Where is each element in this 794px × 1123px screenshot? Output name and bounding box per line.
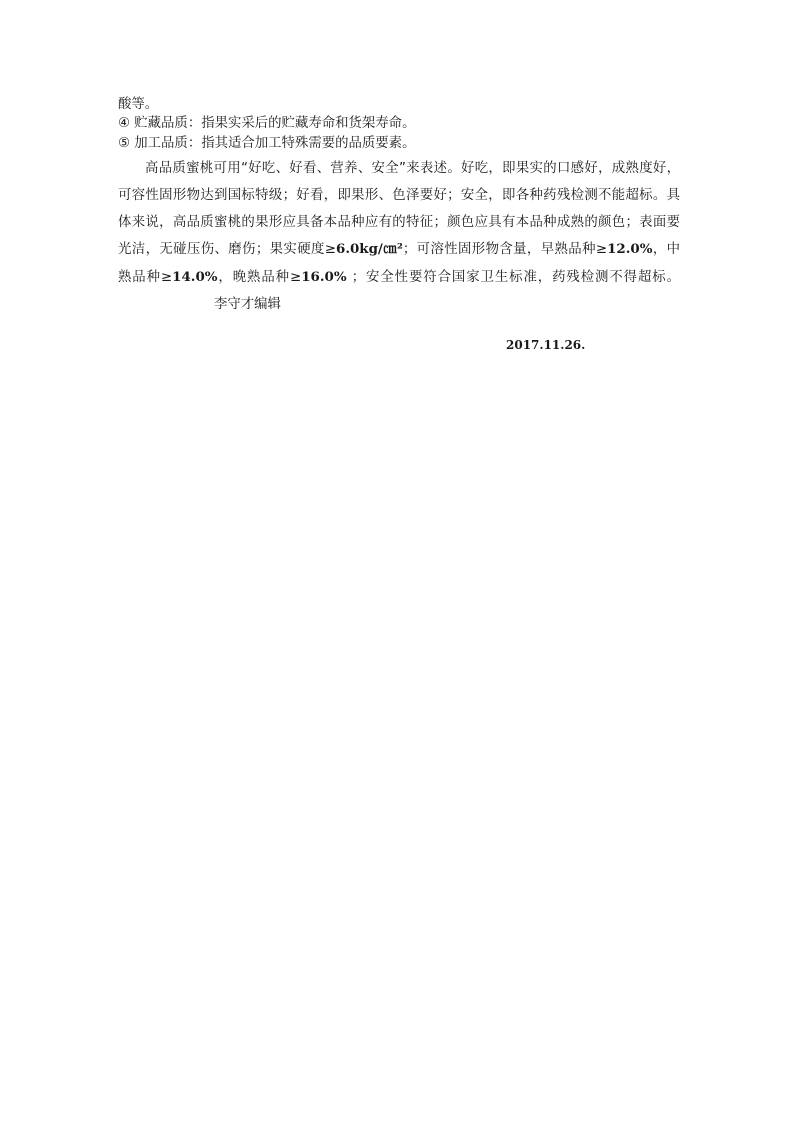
text-run: ；可溶性固形物含量，早熟品种≥ <box>402 242 608 258</box>
text-line: 酸等。 <box>118 97 159 112</box>
list-item-processing-quality: ⑤ 加工品质：指其适合加工特殊需要的品质要素。 <box>118 136 416 151</box>
document-date: 2017.11.26. <box>506 338 586 352</box>
text-run: ，中熟品种≥ <box>118 242 680 286</box>
paragraph-high-quality-peach <box>118 156 680 319</box>
early-variety-value: 12.0% <box>607 241 653 258</box>
text-run: ；安全性要符合国家卫生标准，药残检测不得超标。 <box>346 270 680 286</box>
text-run: ，晚熟品种≥ <box>217 270 302 286</box>
editor-name: 李守才编辑 <box>214 296 281 312</box>
late-variety-value: 16.0% <box>301 269 347 286</box>
list-item-storage-quality: ④ 贮藏品质：指果实采后的贮藏寿命和货架寿命。 <box>118 116 416 131</box>
text-run: 高品质蜜桃可用“好吃、好看、营养、安全”来表述。好吃，即果实的口感好，成熟度好，可容性固形物达到国标特级；好看，即果形、色泽要好；安全，即各种药残检测不能超标。具体来说，高品质蜜桃的果形应具备本品种应有的特征；颜色应具有本品种成熟的颜色；表面要光洁，无碰压伤、磨伤；果实硬度≥ <box>118 161 680 258</box>
mid-variety-value: 14.0% <box>172 269 218 286</box>
body-text <box>118 96 680 319</box>
firmness-value: 6.0kg/㎝² <box>336 241 403 258</box>
